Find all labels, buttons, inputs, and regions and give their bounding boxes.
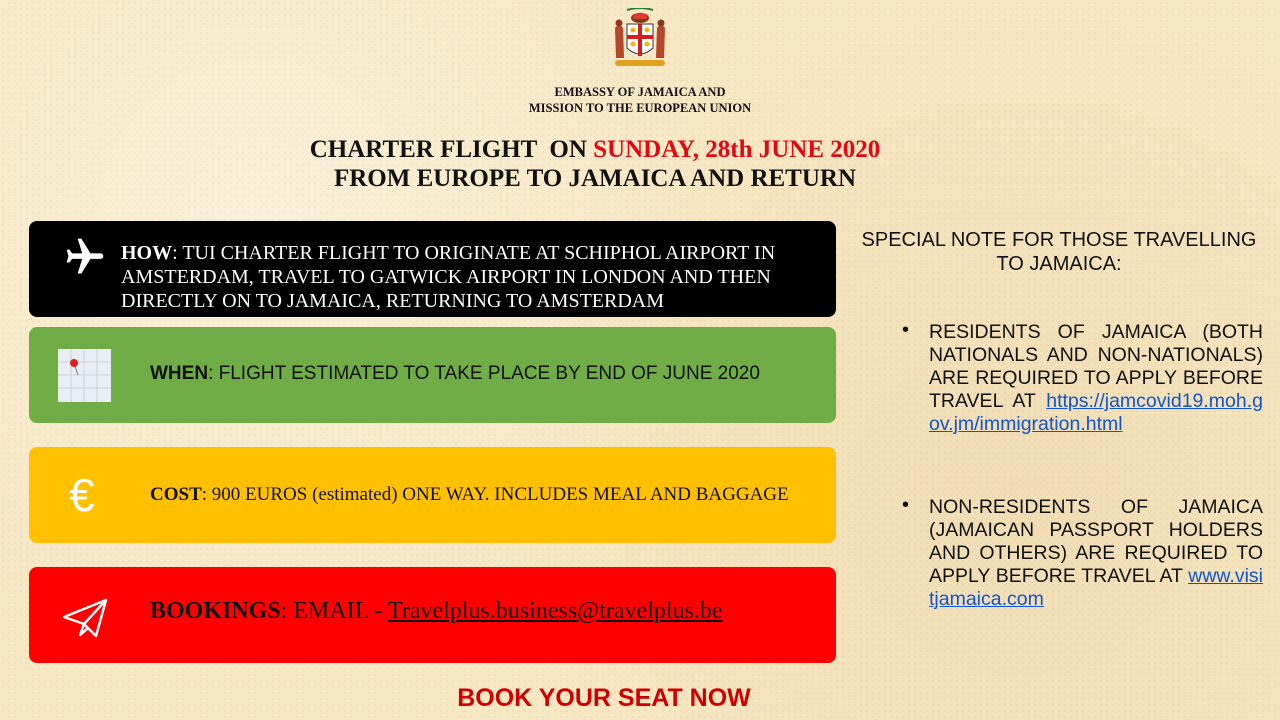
how-description: : TUI CHARTER FLIGHT TO ORIGINATE AT SCHIPHOL AIRPORT IN AMSTERDAM, TRAVEL TO GATWICK AIRPORT IN LONDON AND THEN DIRECTLY ON TO JAMAICA, RETURNING TO AMSTERDAM <box>121 242 776 312</box>
title-part-1: CHARTER FLIGHT ON <box>309 136 594 163</box>
when-description: : FLIGHT ESTIMATED TO TAKE PLACE BY END OF JUNE 2020 <box>208 363 760 384</box>
note-item-residents <box>929 321 1263 436</box>
embassy-line-1: EMBASSY OF JAMAICA AND <box>554 85 726 99</box>
cost-box <box>29 447 836 543</box>
book-your-seat-cta: BOOK YOUR SEAT NOW <box>457 684 751 712</box>
jamcovid-link[interactable]: https://jamcovid19.moh.gov.jm/immigration.html <box>929 390 1263 435</box>
title-date: SUNDAY, 28th JUNE 2020 <box>593 136 881 163</box>
bookings-text <box>150 598 723 625</box>
page-title <box>240 135 950 193</box>
title-line-1 <box>240 135 950 164</box>
note-item-non-residents-text: NON-RESIDENTS OF JAMAICA (JAMAICAN PASSPORT HOLDERS AND OTHERS) ARE REQUIRED TO APPLY BEFORE TRAVEL AT <box>929 496 1263 587</box>
embassy-line-2: MISSION TO THE EUROPEAN UNION <box>528 101 752 115</box>
embassy-heading <box>440 84 840 116</box>
euro-icon: € <box>69 469 95 521</box>
cost-description: : 900 EUROS (estimated) ONE WAY. INCLUDES MEAL AND BAGGAGE <box>201 484 789 505</box>
note-item-residents-text: RESIDENTS OF JAMAICA (BOTH NATIONALS AND NON-NATIONALS) ARE REQUIRED TO APPLY BEFORE TRAVEL AT <box>929 321 1263 412</box>
paper-plane-icon <box>62 597 108 639</box>
how-label: HOW <box>121 242 173 264</box>
how-box <box>29 221 836 317</box>
visitjamaica-link[interactable]: www.visitjamaica.com <box>929 565 1263 610</box>
when-box <box>29 327 836 423</box>
when-text <box>150 363 760 385</box>
cost-label: COST <box>150 484 202 505</box>
bookings-label: BOOKINGS <box>150 598 281 624</box>
bullet-1: • <box>902 319 910 341</box>
bullet-2: • <box>902 494 910 516</box>
title-line-2: FROM EUROPE TO JAMAICA AND RETURN <box>333 165 857 192</box>
cost-text <box>150 484 789 506</box>
special-note-title: SPECIAL NOTE FOR THOSE TRAVELLING TO JAMAICA: <box>861 229 1257 275</box>
bookings-description: : EMAIL - <box>280 598 389 624</box>
airplane-icon <box>63 235 107 279</box>
bookings-email-link[interactable]: Travelplus.business@travelplus.be <box>388 598 723 624</box>
note-item-non-residents <box>929 496 1263 611</box>
bookings-box <box>29 567 836 663</box>
how-text <box>121 241 821 313</box>
calendar-pin-icon <box>58 349 111 402</box>
when-label: WHEN <box>150 363 209 384</box>
jamaica-coat-of-arms-icon <box>607 8 673 72</box>
